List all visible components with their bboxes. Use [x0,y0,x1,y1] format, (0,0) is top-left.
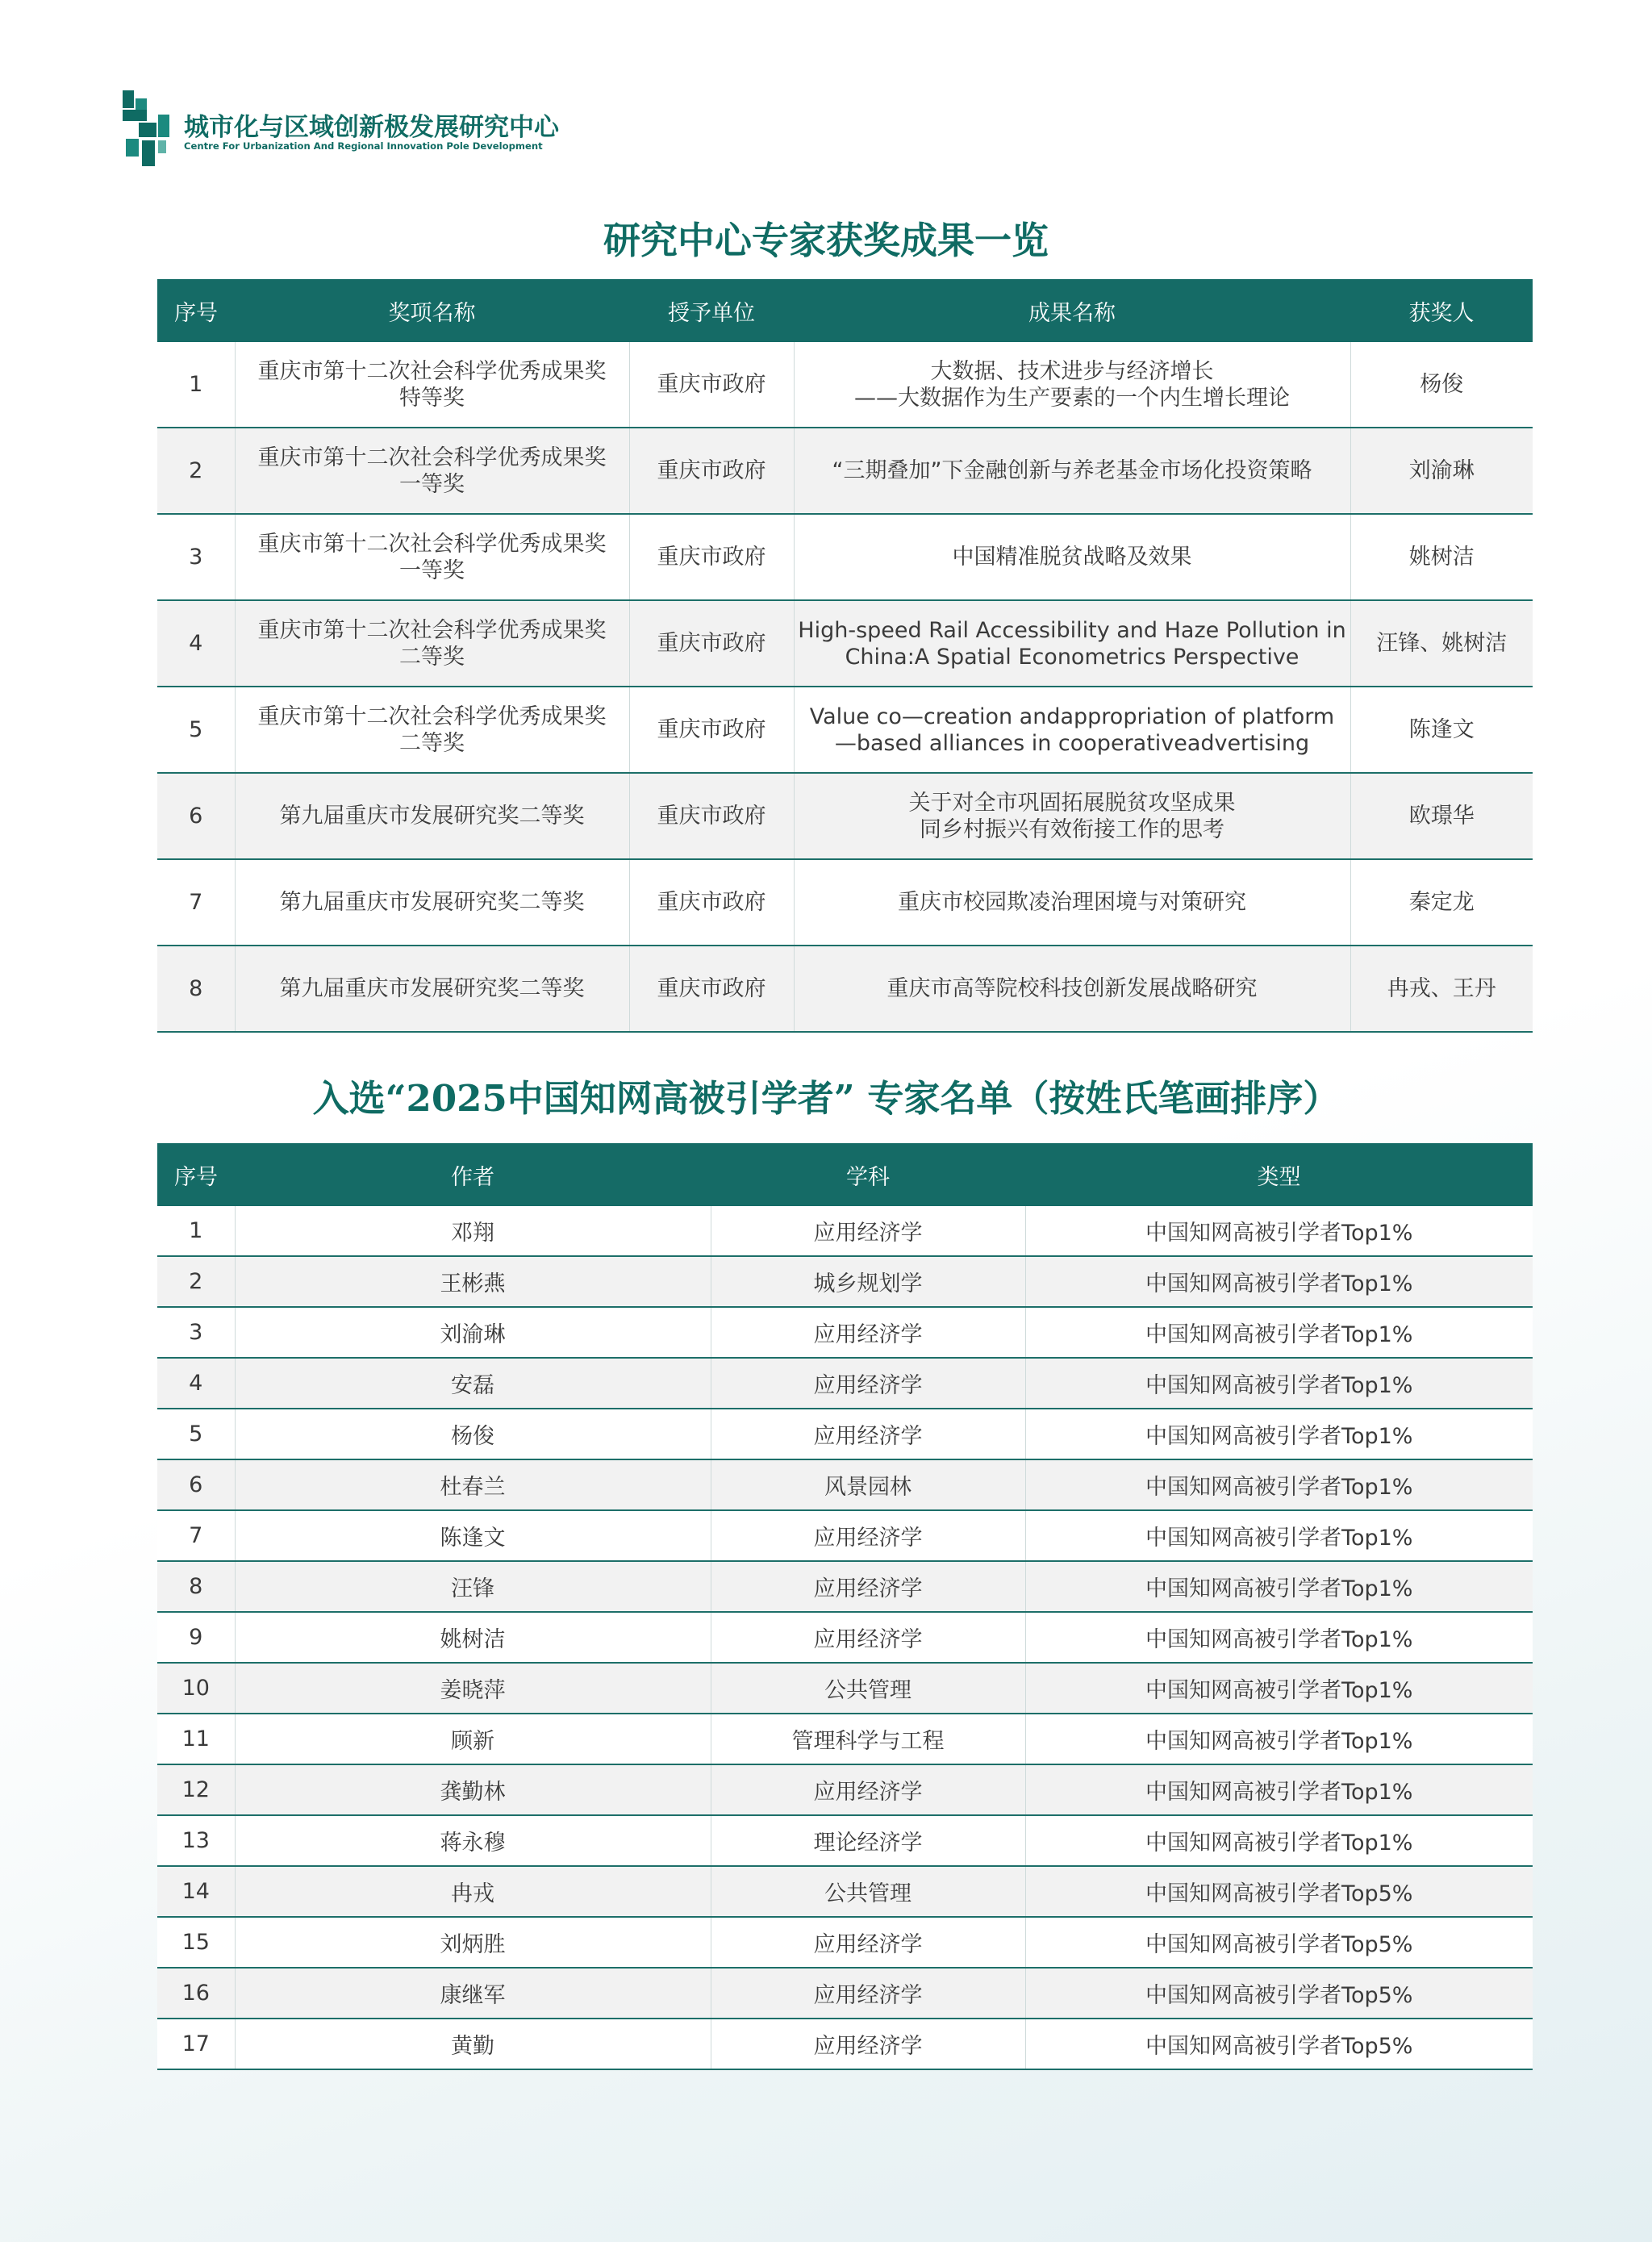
scholar-no-cell: 7 [157,1510,235,1561]
scholar-no-cell: 4 [157,1358,235,1409]
award-work-cell-line: 重庆市高等院校科技创新发展战略研究 [886,976,1258,1001]
scholar-type-cell: 中国知网高被引学者Top1% [1025,1510,1533,1561]
awards-col-header: 序号 [157,279,235,342]
awards-table-row [157,514,1533,600]
scholar-no-cell: 2 [157,1256,235,1307]
awards-table [157,279,1533,1033]
award-name-cell [235,428,629,514]
awards-table-row [157,428,1533,514]
award-no-cell: 5 [157,687,235,773]
scholar-discipline-cell: 应用经济学 [711,1561,1025,1612]
scholar-no-cell: 9 [157,1612,235,1663]
scholar-type-cell: 中国知网高被引学者Top1% [1025,1307,1533,1358]
award-work-cell-line: ——大数据作为生产要素的一个内生增长理论 [854,385,1290,411]
award-work-cell [794,946,1350,1032]
award-name-cell-line: 重庆市第十二次社会科学优秀成果奖 [257,703,607,729]
award-work-cell-line: 同乡村振兴有效衔接工作的思考 [920,816,1224,842]
award-name-cell-line: 重庆市第十二次社会科学优秀成果奖 [257,358,607,384]
awards-table-row [157,600,1533,687]
scholar-author-cell: 康继军 [235,1968,711,2019]
award-name-cell-line: 重庆市第十二次社会科学优秀成果奖 [257,617,607,643]
award-issuer-cell: 重庆市政府 [629,514,794,600]
scholars-table-row [157,2019,1533,2069]
scholar-discipline-cell: 理论经济学 [711,1815,1025,1866]
award-work-cell [794,859,1350,946]
scholars-table-row [157,1409,1533,1459]
scholar-author-cell: 刘渝琳 [235,1307,711,1358]
award-no-cell: 1 [157,342,235,428]
scholars-col-header: 作者 [235,1143,711,1206]
award-name-cell [235,600,629,687]
award-no-cell: 8 [157,946,235,1032]
award-winner-cell: 汪锋、姚树洁 [1350,600,1533,687]
scholar-author-cell: 安磊 [235,1358,711,1409]
awards-col-header: 授予单位 [629,279,794,342]
award-winner-cell: 陈逢文 [1350,687,1533,773]
scholars-table-row [157,1815,1533,1866]
scholar-author-cell: 龚勤林 [235,1764,711,1815]
scholar-author-cell: 蒋永穆 [235,1815,711,1866]
building-blocks-logo-icon [121,90,171,168]
scholars-section-title: 入选“2025中国知网高被引学者” 专家名单（按姓氏笔画排序） [312,1077,1340,1120]
scholar-no-cell: 12 [157,1764,235,1815]
scholar-type-cell: 中国知网高被引学者Top5% [1025,1968,1533,2019]
scholar-author-cell: 冉戎 [235,1866,711,1917]
award-name-cell [235,859,629,946]
scholars-table-row [157,1917,1533,1968]
scholars-table-row [157,1256,1533,1307]
award-name-cell-line: 第九届重庆市发展研究奖二等奖 [279,976,585,1001]
scholar-author-cell: 王彬燕 [235,1256,711,1307]
award-work-cell [794,428,1350,514]
scholar-type-cell: 中国知网高被引学者Top1% [1025,1612,1533,1663]
scholar-discipline-cell: 管理科学与工程 [711,1714,1025,1764]
award-work-cell [794,342,1350,428]
award-work-cell-line: High-speed Rail Accessibility and Haze Pollution in [798,617,1346,643]
award-name-cell-line: 第九届重庆市发展研究奖二等奖 [279,804,585,829]
awards-table-row [157,342,1533,428]
award-name-cell-line: 重庆市第十二次社会科学优秀成果奖 [257,445,607,470]
scholar-no-cell: 8 [157,1561,235,1612]
award-issuer-cell: 重庆市政府 [629,859,794,946]
award-work-cell-line: 中国精准脱贫战略及效果 [952,545,1192,570]
award-no-cell: 6 [157,773,235,859]
awards-table-row [157,687,1533,773]
scholar-discipline-cell: 城乡规划学 [711,1256,1025,1307]
scholars-col-header: 序号 [157,1143,235,1206]
scholar-no-cell: 15 [157,1917,235,1968]
scholar-discipline-cell: 应用经济学 [711,1968,1025,2019]
award-name-cell [235,773,629,859]
award-name-cell-line: 特等奖 [399,385,465,411]
award-work-cell [794,514,1350,600]
award-work-cell-line: Value co—creation andappropriation of platform [809,703,1335,729]
award-work-cell [794,600,1350,687]
award-name-cell [235,946,629,1032]
scholar-discipline-cell: 应用经济学 [711,1612,1025,1663]
scholar-type-cell: 中国知网高被引学者Top1% [1025,1561,1533,1612]
scholar-type-cell: 中国知网高被引学者Top1% [1025,1409,1533,1459]
scholars-table-row [157,1307,1533,1358]
awards-section-title: 研究中心专家获奖成果一览 [603,219,1049,262]
scholar-type-cell: 中国知网高被引学者Top1% [1025,1714,1533,1764]
awards-col-header: 奖项名称 [235,279,629,342]
scholar-author-cell: 邓翔 [235,1206,711,1256]
award-issuer-cell: 重庆市政府 [629,342,794,428]
scholars-table [157,1143,1533,2070]
award-name-cell [235,687,629,773]
award-name-cell-line: 二等奖 [399,730,465,756]
scholars-col-header: 学科 [711,1143,1025,1206]
scholar-discipline-cell: 应用经济学 [711,1917,1025,1968]
scholar-type-cell: 中国知网高被引学者Top1% [1025,1815,1533,1866]
awards-header-row [157,279,1533,342]
scholar-type-cell: 中国知网高被引学者Top5% [1025,2019,1533,2069]
award-work-cell-line: 重庆市校园欺凌治理困境与对策研究 [898,890,1246,915]
award-name-cell-line: 第九届重庆市发展研究奖二等奖 [279,890,585,915]
scholar-type-cell: 中国知网高被引学者Top1% [1025,1256,1533,1307]
scholar-no-cell: 5 [157,1409,235,1459]
scholars-table-row [157,1459,1533,1510]
scholars-table-row [157,1612,1533,1663]
award-name-cell [235,514,629,600]
scholars-table-row [157,1714,1533,1764]
scholar-author-cell: 刘炳胜 [235,1917,711,1968]
scholar-type-cell: 中国知网高被引学者Top5% [1025,1866,1533,1917]
award-issuer-cell: 重庆市政府 [629,600,794,687]
award-work-cell [794,687,1350,773]
scholars-table-row [157,1358,1533,1409]
award-no-cell: 4 [157,600,235,687]
award-winner-cell: 杨俊 [1350,342,1533,428]
award-winner-cell: 刘渝琳 [1350,428,1533,514]
org-name-cn: 城市化与区域创新极发展研究中心 [184,113,559,142]
award-name-cell-line: 一等奖 [399,557,465,583]
scholar-discipline-cell: 应用经济学 [711,1206,1025,1256]
scholar-discipline-cell: 应用经济学 [711,1510,1025,1561]
scholar-type-cell: 中国知网高被引学者Top1% [1025,1358,1533,1409]
award-no-cell: 3 [157,514,235,600]
award-issuer-cell: 重庆市政府 [629,773,794,859]
scholar-discipline-cell: 公共管理 [711,1866,1025,1917]
awards-col-header: 成果名称 [794,279,1350,342]
scholar-discipline-cell: 应用经济学 [711,1409,1025,1459]
award-name-cell-line: 重庆市第十二次社会科学优秀成果奖 [257,531,607,557]
award-issuer-cell: 重庆市政府 [629,428,794,514]
awards-table-row [157,859,1533,946]
award-work-cell [794,773,1350,859]
award-work-cell-line: “三期叠加”下金融创新与养老基金市场化投资策略 [832,458,1312,483]
scholar-author-cell: 黄勤 [235,2019,711,2069]
scholar-author-cell: 姜晓萍 [235,1663,711,1714]
scholar-author-cell: 杨俊 [235,1409,711,1459]
award-name-cell-line: 一等奖 [399,471,465,497]
scholars-header-row [157,1143,1533,1206]
scholars-table-row [157,1764,1533,1815]
scholar-author-cell: 杜春兰 [235,1459,711,1510]
scholars-col-header: 类型 [1025,1143,1533,1206]
org-name-en: Centre For Urbanization And Regional Innovation Pole Development [184,140,543,152]
scholar-author-cell: 姚树洁 [235,1612,711,1663]
award-winner-cell: 姚树洁 [1350,514,1533,600]
scholar-type-cell: 中国知网高被引学者Top5% [1025,1917,1533,1968]
scholar-no-cell: 11 [157,1714,235,1764]
award-winner-cell: 欧璟华 [1350,773,1533,859]
scholars-table-row [157,1866,1533,1917]
award-work-cell-line: 大数据、技术进步与经济增长 [930,358,1214,384]
scholar-discipline-cell: 应用经济学 [711,2019,1025,2069]
scholar-no-cell: 3 [157,1307,235,1358]
scholar-no-cell: 1 [157,1206,235,1256]
award-work-cell-line: China:A Spatial Econometrics Perspective [845,644,1299,670]
scholars-table-row [157,1510,1533,1561]
scholar-no-cell: 17 [157,2019,235,2069]
award-winner-cell: 秦定龙 [1350,859,1533,946]
awards-col-header: 获奖人 [1350,279,1533,342]
scholar-no-cell: 6 [157,1459,235,1510]
scholars-table-row [157,1206,1533,1256]
scholar-no-cell: 13 [157,1815,235,1866]
scholar-author-cell: 汪锋 [235,1561,711,1612]
scholar-discipline-cell: 应用经济学 [711,1358,1025,1409]
scholars-table-row [157,1663,1533,1714]
awards-table-row [157,946,1533,1032]
award-issuer-cell: 重庆市政府 [629,687,794,773]
award-work-cell-line: —based alliances in cooperativeadvertising [834,730,1310,756]
scholar-type-cell: 中国知网高被引学者Top1% [1025,1206,1533,1256]
awards-table-row [157,773,1533,859]
award-winner-cell: 冉戎、王丹 [1350,946,1533,1032]
scholar-author-cell: 顾新 [235,1714,711,1764]
scholar-discipline-cell: 风景园林 [711,1459,1025,1510]
scholar-type-cell: 中国知网高被引学者Top1% [1025,1459,1533,1510]
scholar-no-cell: 14 [157,1866,235,1917]
scholar-discipline-cell: 公共管理 [711,1663,1025,1714]
scholar-type-cell: 中国知网高被引学者Top1% [1025,1764,1533,1815]
org-logo [121,90,573,171]
scholar-no-cell: 16 [157,1968,235,2019]
award-issuer-cell: 重庆市政府 [629,946,794,1032]
award-work-cell-line: 关于对全市巩固拓展脱贫攻坚成果 [908,790,1236,816]
scholar-type-cell: 中国知网高被引学者Top1% [1025,1663,1533,1714]
award-name-cell-line: 二等奖 [399,644,465,670]
scholar-author-cell: 陈逢文 [235,1510,711,1561]
award-no-cell: 2 [157,428,235,514]
scholars-table-row [157,1561,1533,1612]
award-no-cell: 7 [157,859,235,946]
scholar-no-cell: 10 [157,1663,235,1714]
award-name-cell [235,342,629,428]
scholars-table-row [157,1968,1533,2019]
scholar-discipline-cell: 应用经济学 [711,1764,1025,1815]
scholar-discipline-cell: 应用经济学 [711,1307,1025,1358]
